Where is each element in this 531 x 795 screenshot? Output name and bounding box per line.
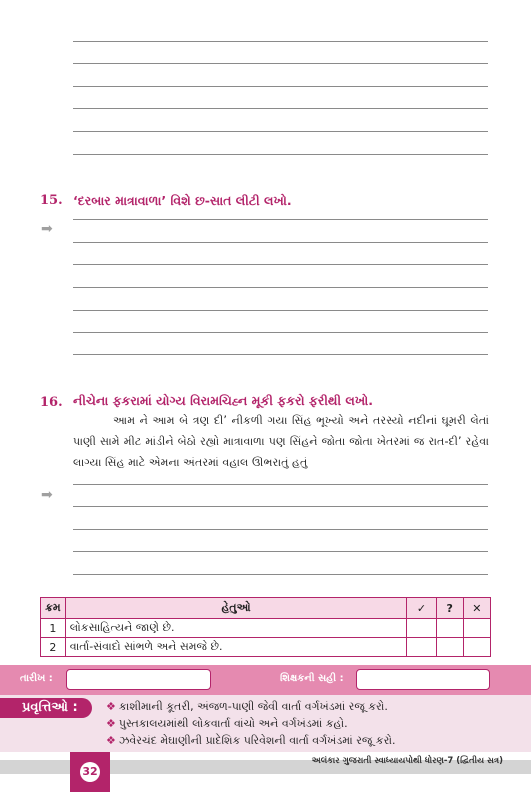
question-15-text: ‘દરબાર માત્રાવાળા’ વિશે છ-સાત લીટી લખો. (73, 193, 292, 208)
activity-item (106, 734, 396, 748)
row-objective: વાર્તા-સંવાદો સાંભળે અને સમજે છે. (65, 638, 407, 657)
activity-item (106, 700, 388, 714)
header-num: ક્રમ (41, 598, 66, 619)
bullet-icon: ❖ (106, 717, 116, 730)
header-objectives: હેતુઓ (65, 598, 407, 619)
row-number: 2 (41, 638, 66, 657)
question-cell[interactable] (436, 619, 463, 638)
question-16-paragraph: આમ ને આમ બે ત્રણ દી’ નીકળી ગયા સિંહ ભૂખ્યો અને તરસ્યો નદીનાં ઘૂમરી લેતાં પાણી સામે મીટ માંડીને બેઠો રહ્યો માત્રાવાળા પણ સિંહને જોતા જોતા ખેતરમાં જ રાત-દી’ રહેવા લાગ્યા સિંહ માટે એમના અંતરમાં વહાલ ઊભરાતું હતું (73, 414, 489, 469)
objectives-checklist-table (40, 597, 491, 657)
activity-text: ઝવેરચંદ મેઘાણીની પ્રાદેશિક પરિવેશની વાર્તા વર્ગખંડમાં રજૂ કરો. (118, 734, 396, 747)
teacher-signature-field[interactable] (356, 669, 490, 690)
question-16-number: 16. (40, 395, 63, 410)
activity-text: પુસ્તકાલયમાંથી લોકવાર્તા વાંચો અને વર્ગખંડમાં કહો. (118, 717, 348, 730)
answer-arrow-icon: ➡ (41, 487, 53, 503)
bullet-icon: ❖ (106, 734, 116, 747)
table-row (41, 638, 491, 657)
book-title: અલંકાર ગુજરાતી સ્વાધ્યાયપોથી ધોરણ-7 (દ્વિતીય સત્ર) (311, 756, 503, 766)
tick-cell[interactable] (407, 619, 436, 638)
answer-arrow-icon: ➡ (41, 221, 53, 237)
bullet-icon: ❖ (106, 700, 116, 713)
tick-icon: ✓ (407, 598, 436, 619)
table-row (41, 619, 491, 638)
teacher-signature-label: શિક્ષકની સહી : (280, 673, 344, 684)
question-15-number: 15. (40, 193, 63, 208)
question-16-text: નીચેના ફકરામાં યોગ્ય વિરામચિહ્ન મૂકી ફકરો ફરીથી લખો. (73, 393, 374, 408)
date-label: તારીખ : (20, 673, 53, 684)
cross-cell[interactable] (463, 638, 490, 657)
cross-cell[interactable] (463, 619, 490, 638)
date-field[interactable] (66, 669, 211, 690)
row-number: 1 (41, 619, 66, 638)
page-number: 32 (80, 762, 100, 782)
activity-text: કાશીમાની કૂતરી, અંજળ-પાણી જેવી વાર્તા વર્ગખંડમાં રજૂ કરો. (118, 700, 388, 713)
question-mark-icon: ? (436, 598, 463, 619)
tick-cell[interactable] (407, 638, 436, 657)
activities-label: પ્રવૃત્તિઓ : (0, 698, 92, 718)
row-objective: લોકસાહિત્યને જાણે છે. (65, 619, 407, 638)
question-cell[interactable] (436, 638, 463, 657)
table-header-row (41, 598, 491, 619)
cross-icon: ✕ (463, 598, 490, 619)
activity-item (106, 717, 348, 731)
